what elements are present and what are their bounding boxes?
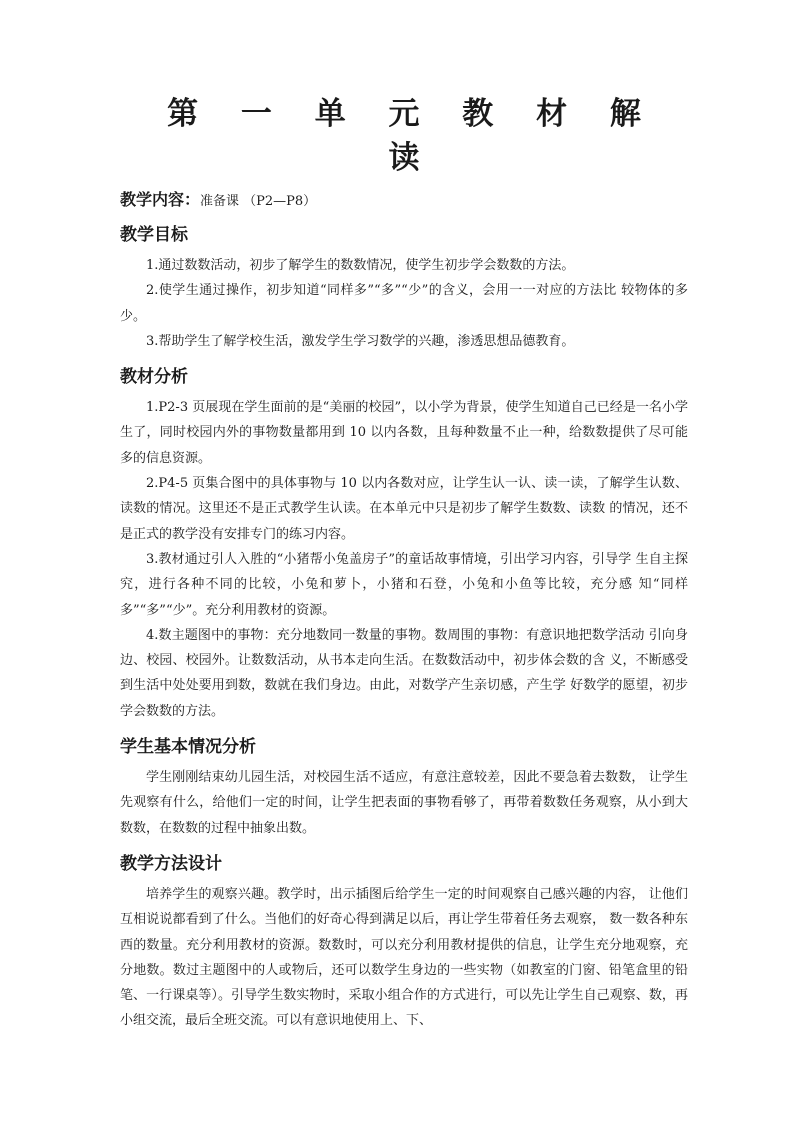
section-heading: 教学方法设计 (120, 853, 222, 874)
paragraph: 1.通过数数活动，初步了解学生的数数情况，使学生初步学会数数的方法。 (146, 258, 575, 273)
section-heading: 教学目标 (120, 225, 188, 245)
paragraph: 3.教材通过引人入胜的“小猪帮小兔盖房子”的童话故事情境，引出学习内容，引导学 生自主探究，进行各种不同的比较，小兔和萝卜，小猪和石登，小兔和小鱼等比较，充分感 知“同样多”“多”“少”。充分利用教材的资源。 (120, 551, 688, 618)
paragraph: 2.使学生通过操作，初步知道“同样多”“多”“少”的含义，会用一一对应的方法比 较物体的多少。 (120, 283, 688, 324)
teaching-content-line (120, 190, 688, 212)
section-teaching-goals (120, 223, 688, 354)
paragraph: 3.帮助学生了解学校生活，激发学生学习数学的兴趣，渗透思想品德教育。 (146, 333, 575, 349)
teaching-content-label: 教学内容： (120, 190, 201, 209)
paragraph: 1.P2-3 页展现在学生面前的是“美丽的校园”，以小学为背景，使学生知道自己已经是一名小学生了，同时校园内外的事物数量都用到 10 以内各数，且每种数量不止一种，给数数提供了尽可能多的信息资源。 (120, 400, 688, 466)
document-title: 第 一 单 元 教 材 解 读 (167, 96, 657, 176)
teaching-content-value: 准备课 （P2—P8） (200, 194, 317, 209)
section-heading: 教材分析 (120, 367, 188, 388)
section-material-analysis (120, 365, 688, 724)
paragraph: 2.P4-5 页集合图中的具体事物与 10 以内各数对应，让学生认一认、读一读，了解学生认数、读数的情况。这里还不是正式教学生认读。在本单元中只是初步了解学生数数、读数 的情况，还不是正式的教学没有安排专门的练习内容。 (120, 476, 688, 542)
section-student-analysis (120, 735, 688, 841)
paragraph: 4.数主题图中的事物：充分地数同一数量的事物。数周围的事物：有意识地把数学活动 引向身边、校园、校园外。让数数活动，从书本走向生活。在数数活动中，初步体会数的含 义，不断感受到生活中处处要用到数，数就在我们身边。由此，对数学产生亲切感，产生学 好数学的愿望，初步学会数数的方法。 (120, 627, 688, 719)
paragraph: 培养学生的观察兴趣。教学时，出示插图后给学生一定的时间观察自己感兴趣的内容， 让他们互相说说都看到了什么。当他们的好奇心得到满足以后，再让学生带着任务去观察， 数一数各种东西的数量。充分利用教材的资源。数数时，可以充分利用教材提供的信息，让学生充分地观察，充分地数。数过主题图中的人或物后，还可以数学生身边的一些实物（如教室的门窗、铅笔盒里的铅笔、一行课桌等）。引导学生数实物时，采取小组合作的方式进行，可以先让学生自己观察、数，再小组交流，最后全班交流。可以有意识地使用上、下、 (120, 886, 688, 1029)
paragraph: 学生刚刚结束幼儿园生活，对校园生活不适应，有意注意较差，因此不要急着去数数， 让学生先观察有什么，给他们一定的时间，让学生把表面的事物看够了，再带着数数任务观察，从小到大数数，在数数的过程中抽象出数。 (120, 770, 688, 836)
section-teaching-methods (120, 852, 688, 1034)
section-heading: 学生基本情况分析 (120, 737, 256, 758)
